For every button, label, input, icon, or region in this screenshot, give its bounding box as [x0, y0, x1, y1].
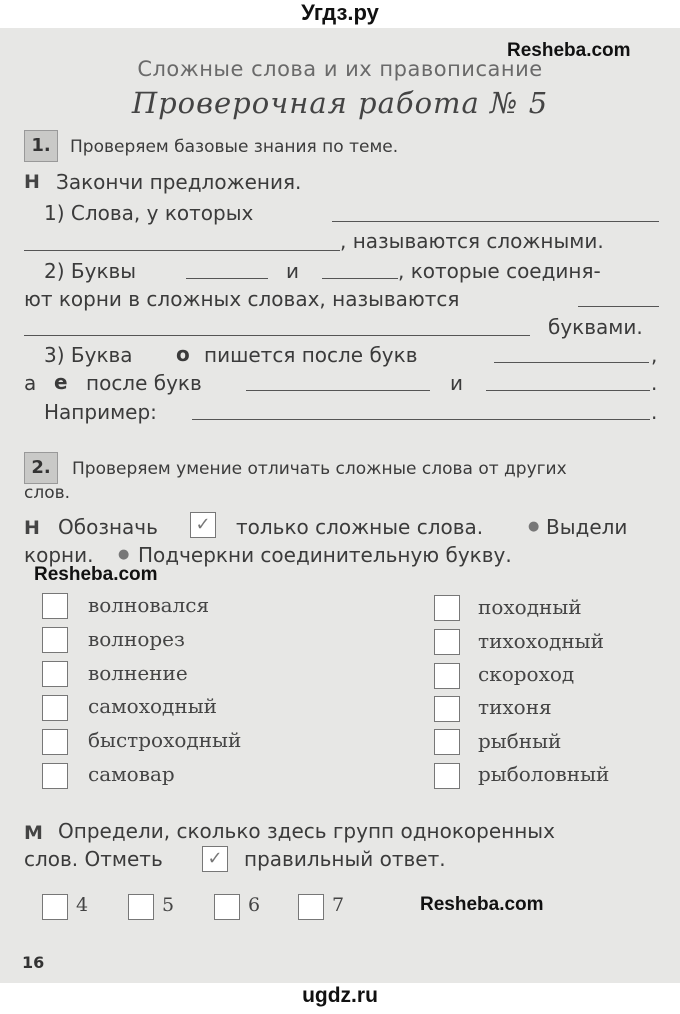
- letter-e: е: [54, 370, 68, 394]
- sentence-3-comma: ,: [651, 343, 658, 367]
- level-label-n: Н: [24, 517, 40, 539]
- word-item: быстроходный: [88, 728, 242, 752]
- sentence-3-b: пишется после букв: [204, 343, 418, 367]
- sentence-1-start: 1) Слова, у которых: [44, 201, 254, 225]
- work-title: Проверочная работа № 5: [131, 86, 549, 120]
- letter-o: о: [176, 342, 190, 366]
- sentence-2-and: и: [286, 259, 299, 283]
- task-3-line2b: правильный ответ.: [244, 847, 446, 871]
- answer-line[interactable]: [332, 221, 659, 222]
- bullet-icon: ●: [528, 519, 540, 534]
- task-1-title: Проверяем базовые знания по теме.: [70, 137, 399, 157]
- watermark-bottom: ugdz.ru: [302, 984, 378, 1007]
- word-item: рыболовный: [478, 762, 610, 786]
- word-item: рыбный: [478, 729, 562, 753]
- answer-checkbox[interactable]: [214, 894, 240, 920]
- word-item: тихоходный: [478, 629, 604, 653]
- word-checkbox[interactable]: [434, 629, 460, 655]
- word-checkbox[interactable]: [434, 696, 460, 722]
- task-2-instruction-line2a: корни.: [24, 543, 94, 567]
- word-item: тихоня: [478, 695, 552, 719]
- task-2-title-line2: слов.: [24, 483, 71, 503]
- word-item: самовар: [88, 762, 175, 786]
- word-checkbox[interactable]: [42, 627, 68, 653]
- topic-heading: Сложные слова и их правописание: [137, 57, 543, 81]
- task-2-instruction-line2b: Подчеркни соединительную букву.: [138, 543, 512, 567]
- word-checkbox[interactable]: [42, 695, 68, 721]
- check-sample-icon: ✓: [202, 846, 228, 872]
- answer-option: 4: [76, 894, 89, 916]
- level-label-m: М: [24, 822, 43, 844]
- level-label-n: Н: [24, 171, 40, 193]
- task-1-number: 1.: [24, 130, 58, 162]
- answer-option: 5: [162, 894, 175, 916]
- task-2-instruction-a: Обозначь: [58, 515, 158, 539]
- answer-line[interactable]: [24, 335, 530, 336]
- answer-checkbox[interactable]: [128, 894, 154, 920]
- sentence-2-line2: ют корни в сложных словах, называются: [24, 287, 460, 311]
- sentence-3-c: а: [24, 371, 37, 395]
- sentence-3-dot: .: [651, 371, 658, 395]
- word-item: самоходный: [88, 694, 217, 718]
- sentence-1-end: , называются сложными.: [340, 229, 604, 253]
- sentence-3-d: после букв: [86, 371, 202, 395]
- watermark-resheba-bottom: Resheba.com: [420, 894, 544, 915]
- answer-checkbox[interactable]: [298, 894, 324, 920]
- watermark-resheba-middle: Resheba.com: [34, 564, 158, 585]
- task-2-title-line1: Проверяем умение отличать сложные слова от других: [72, 459, 567, 479]
- word-checkbox[interactable]: [434, 729, 460, 755]
- answer-line[interactable]: [578, 306, 659, 307]
- answer-line[interactable]: [486, 390, 650, 391]
- word-item: волнорез: [88, 627, 185, 651]
- task-3-line2a: слов. Отметь: [24, 847, 163, 871]
- answer-line[interactable]: [494, 362, 649, 363]
- task-1-instruction: Закончи предложения.: [56, 170, 302, 194]
- example-label: Например:: [44, 400, 157, 424]
- task-2-instruction-c: Выдели: [546, 515, 628, 539]
- watermark-top: Угдз.ру: [301, 0, 379, 25]
- watermark-resheba-top: Resheba.com: [507, 40, 631, 61]
- task-2-number: 2.: [24, 452, 58, 484]
- answer-line[interactable]: [246, 390, 430, 391]
- word-checkbox[interactable]: [42, 593, 68, 619]
- sentence-3-and: и: [450, 371, 463, 395]
- task-2-instruction-b: только сложные слова.: [236, 515, 484, 539]
- example-dot: .: [651, 400, 658, 424]
- word-checkbox[interactable]: [42, 763, 68, 789]
- answer-line[interactable]: [186, 278, 268, 279]
- word-checkbox[interactable]: [434, 595, 460, 621]
- sentence-2-end: буквами.: [548, 315, 643, 339]
- sentence-2-rest: , которые соединя-: [398, 259, 601, 283]
- answer-line[interactable]: [24, 250, 340, 251]
- word-checkbox[interactable]: [42, 661, 68, 687]
- word-item: походный: [478, 595, 582, 619]
- answer-checkbox[interactable]: [42, 894, 68, 920]
- word-item: скороход: [478, 662, 575, 686]
- answer-line[interactable]: [192, 419, 650, 420]
- check-sample-icon: ✓: [190, 512, 216, 538]
- sentence-2-start: 2) Буквы: [44, 259, 137, 283]
- bullet-icon: ●: [118, 547, 130, 562]
- answer-option: 6: [248, 894, 261, 916]
- page-number: 16: [22, 953, 45, 972]
- word-checkbox[interactable]: [42, 729, 68, 755]
- word-checkbox[interactable]: [434, 663, 460, 689]
- task-3-line1: Определи, сколько здесь групп однокоренных: [58, 819, 555, 843]
- answer-line[interactable]: [322, 278, 398, 279]
- word-item: волновался: [88, 593, 210, 617]
- word-checkbox[interactable]: [434, 763, 460, 789]
- answer-option: 7: [332, 894, 345, 916]
- word-item: волнение: [88, 661, 188, 685]
- sentence-3-a: 3) Буква: [44, 343, 133, 367]
